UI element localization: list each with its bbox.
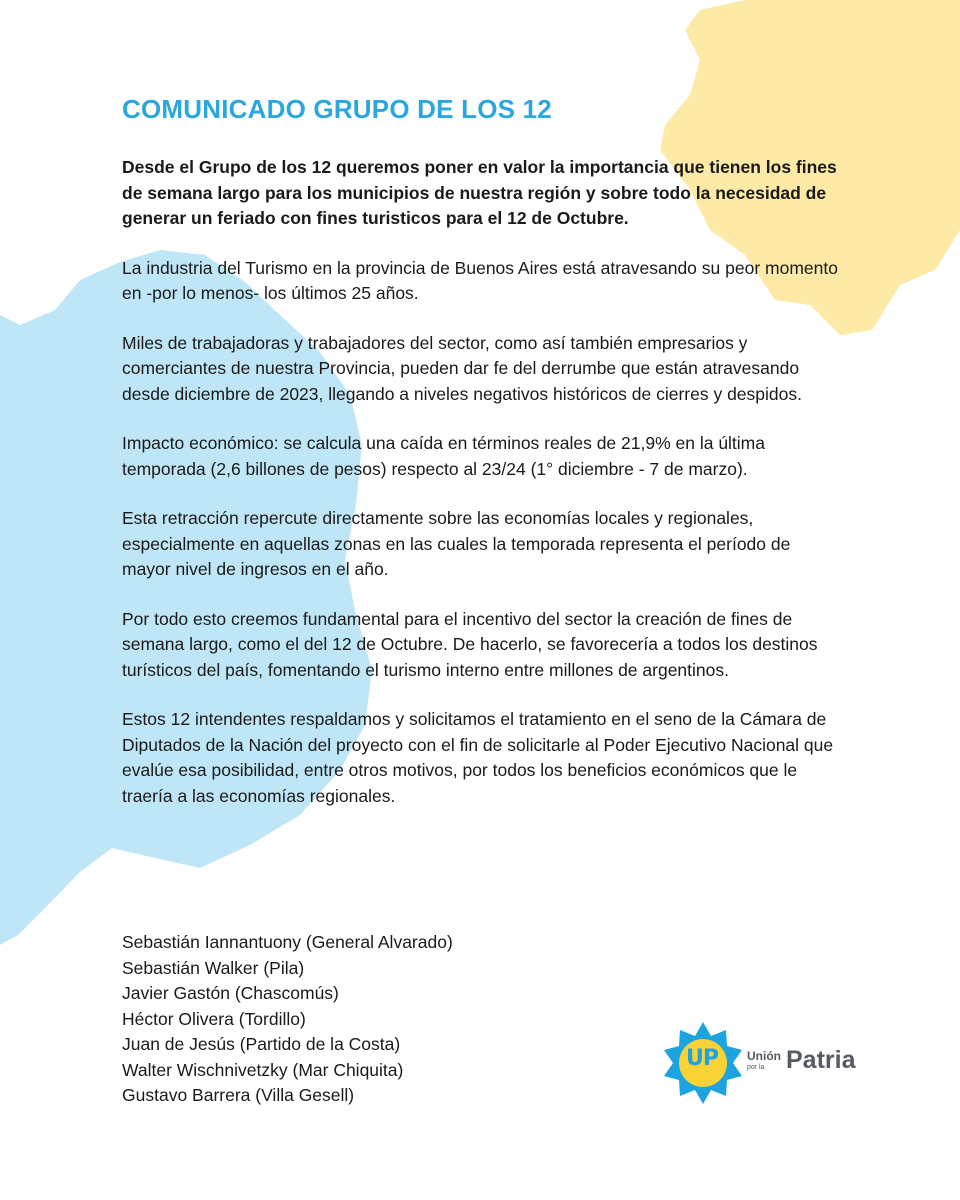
communique (122, 94, 842, 833)
union-por-la-patria-logo (660, 1020, 870, 1106)
page-title: COMUNICADO GRUPO DE LOS 12 (122, 94, 552, 124)
logo-union-text: Unión (747, 1049, 781, 1063)
logo-emblem-text: UP (686, 1046, 718, 1071)
signer: Sebastián Walker (Pila) (122, 957, 305, 978)
paragraph-workers: Miles de trabajadoras y trabajadores del sector, como así también empresarios y comerciantes de nuestra Provincia, pueden dar fe del derrumbe que están atravesando desde diciembre de 2023, llegando a niveles negativos históricos de cierres y despidos. (122, 332, 802, 404)
paragraph-long-weekend: Por todo esto creemos fundamental para el incentivo del sector la creación de fines de semana largo, como el del 12 de Octubre. De hacerlo, se favorecería a todos los destinos turísticos del país, fomentando el turismo interno entre millones de argentinos. (122, 608, 818, 680)
lead-paragraph: Desde el Grupo de los 12 queremos poner en valor la importancia que tienen los fines de semana largo para los municipios de nuestra región y sobre todo la necesidad de generar un feriado con fines turisticos para el 12 de Octubre. (122, 157, 837, 228)
logo-por-la-text: por la (747, 1064, 765, 1071)
signer: Héctor Olivera (Tordillo) (122, 1008, 306, 1029)
signer: Javier Gastón (Chascomús) (122, 983, 339, 1003)
paragraph-economic-impact: Impacto económico: se calcula una caída en términos reales de 21,9% en la última temporada (2,6 billones de pesos) respecto al 23/24 (1° diciembre - 7 de marzo). (122, 433, 765, 479)
paragraph-request: Estos 12 intendentes respaldamos y solicitamos el tratamiento en el seno de la Cámara de Diputados de la Nación del proyecto con el fin de solicitarle al Poder Ejecutivo Nacional que evalúe esa posibilidad, entre otros motivos, por todos los beneficios económicos que le traería a las economías regionales. (122, 709, 834, 806)
paragraph-retraction: Esta retracción repercute directamente sobre las economías locales y regionales, especialmente en aquellas zonas en las cuales la temporada representa el período de mayor nivel de ingresos en el año. (122, 508, 791, 579)
signers-list (122, 930, 453, 1109)
signer: Walter Wischnivetzky (Mar Chiquita) (122, 1059, 404, 1080)
logo-patria-text: Patria (786, 1046, 856, 1074)
paragraph-tourism-crisis: La industria del Turismo en la provincia de Buenos Aires está atravesando su peor momento en -por lo menos- los últimos 25 años. (122, 257, 838, 303)
signer: Juan de Jesús (Partido de la Costa) (122, 1034, 401, 1054)
signer: Gustavo Barrera (Villa Gesell) (122, 1085, 355, 1105)
signer: Sebastián Iannantuony (General Alvarado) (122, 932, 453, 952)
